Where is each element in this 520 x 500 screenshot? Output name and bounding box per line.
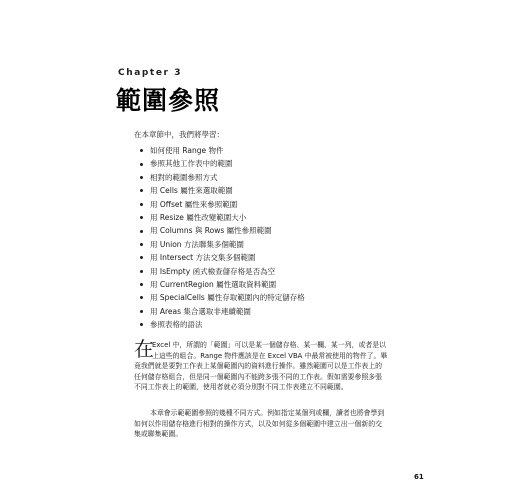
- list-item-text: 參照其他工作表中的範圍: [150, 159, 233, 169]
- list-item-text: 用 Offset 屬性來參照範圍: [150, 199, 238, 209]
- bullet-icon: [140, 270, 143, 273]
- list-item: [139, 144, 305, 157]
- list-item-text: 用 Columns 與 Rows 屬性參照範圍: [150, 226, 272, 236]
- list-item-text: 相對的範圍參照方式: [150, 172, 218, 182]
- list-item-text: 用 Cells 屬性來選取範圍: [150, 186, 233, 196]
- bullet-icon: [140, 176, 143, 179]
- list-item: [139, 305, 305, 318]
- paragraph-line: 不同工作表上的範圍，使用者就必須分別對不同工作表建立不同範圍。: [134, 383, 348, 392]
- body-paragraph-2: [134, 408, 414, 440]
- list-item: [139, 184, 305, 197]
- paragraph-line: 集或聯集範圍。: [134, 430, 183, 439]
- intro-text: 在本章節中，我們將學習：: [134, 130, 224, 139]
- list-item-text: 用 SpecialCells 屬性存取範圍內的特定儲存格: [150, 293, 305, 303]
- list-item-text: 用 Union 方法聯集多個範圍: [150, 239, 244, 249]
- bullet-icon: [140, 163, 143, 166]
- bullet-icon: [140, 256, 143, 259]
- bullet-icon: [140, 283, 143, 286]
- list-item: [139, 278, 305, 291]
- bullet-icon: [140, 310, 143, 313]
- list-item: [139, 157, 305, 170]
- learning-objectives-list: [139, 144, 305, 331]
- paragraph-line: Excel 中，所謂的「範圍」可以是某一個儲存格、某一欄、某一列，或者是以: [152, 341, 387, 349]
- paragraph-line: 如何以作用儲存格進行相對的操作方式，以及如何從多個範圍中建立出一個新的交: [134, 419, 383, 428]
- list-item: [139, 251, 305, 264]
- bullet-icon: [140, 243, 143, 246]
- list-item: [139, 265, 305, 278]
- list-item-text: 用 Areas 集合選取非連續範圍: [150, 306, 251, 316]
- list-item: [139, 224, 305, 237]
- list-item-text: 如何使用 Range 物件: [150, 146, 224, 155]
- paragraph-line: 上這些的組合。Range 物件應該是在 Excel VBA 中最常被使用的物件了。畢: [152, 351, 388, 360]
- list-item-text: 用 IsEmpty 函式檢查儲存格是否為空: [150, 266, 276, 276]
- page-number: 61: [414, 473, 424, 481]
- list-item: [139, 238, 305, 251]
- paragraph-line: 竟我們就是要對工作表上某個範圍內的資料進行操作。雖然範圍可以是工作表上的: [134, 362, 383, 371]
- paragraph-line: 任何儲存格組合，但是同一個範圍內不能跨多張不同的工作表。假如需要參照多張: [134, 372, 383, 381]
- list-item: [139, 291, 305, 304]
- bullet-icon: [140, 296, 143, 299]
- bullet-icon: [140, 216, 143, 219]
- bullet-icon: [140, 230, 143, 233]
- list-item-text: 用 CurrentRegion 屬性選取資料範圍: [150, 279, 277, 289]
- list-item: [139, 211, 305, 224]
- list-item: [139, 198, 305, 211]
- list-item-text: 用 Intersect 方法交集多個範圍: [150, 253, 256, 263]
- bullet-icon: [140, 323, 143, 326]
- paragraph-line: 本章會示範範圍參照的幾種不同方式。例如指定某個列或欄，讀者也將會學到: [150, 409, 385, 417]
- bullet-icon: [140, 189, 143, 192]
- list-item: [139, 171, 305, 184]
- body-paragraph-1: [134, 337, 414, 393]
- list-item-text: 參照表格的語法: [150, 320, 203, 330]
- chapter-label: Chapter 3: [118, 68, 183, 78]
- list-item: [139, 318, 305, 331]
- chapter-title: 範圍參照: [116, 86, 221, 115]
- drop-cap: 在: [134, 337, 154, 361]
- list-item-text: 用 Resize 屬性改變範圍大小: [150, 212, 247, 222]
- bullet-icon: [140, 149, 143, 152]
- bullet-icon: [140, 203, 143, 206]
